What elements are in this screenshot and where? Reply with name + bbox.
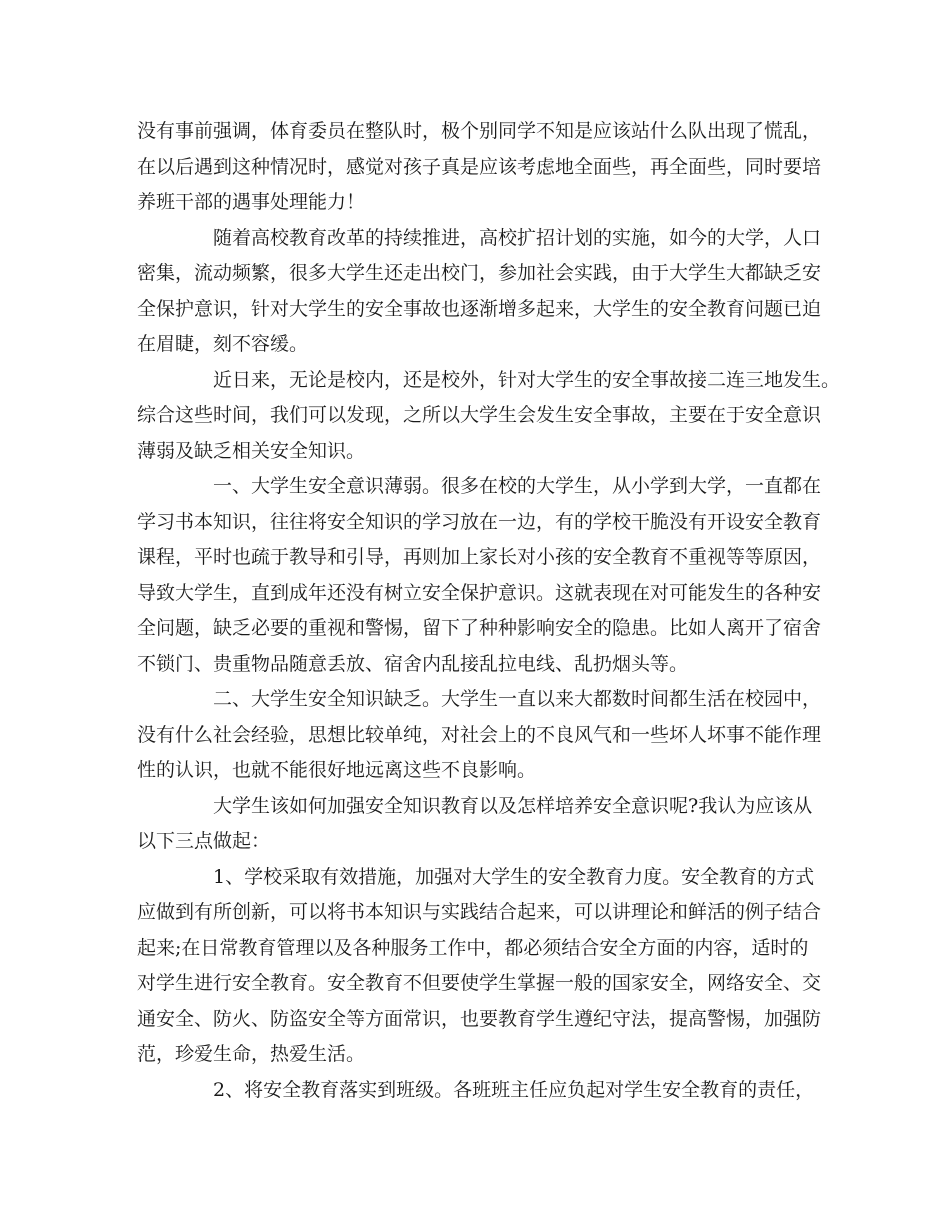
text-line: 通安全、防火、防盗安全等方面常识，也要教育学生遵纪守法，提高警惕，加强防 <box>137 1007 822 1030</box>
document-body <box>137 114 841 1108</box>
paragraph-first-line: 大学生该如何加强安全知识教育以及怎样培养安全意识呢?我认为应该从 <box>213 794 813 817</box>
paragraph-first-line: 2、将安全教育落实到班级。各班班主任应负起对学生安全教育的责任， <box>213 1078 815 1101</box>
text-line: 性的认识，也就不能很好地远离这些不良影响。 <box>137 759 537 781</box>
text-line: 课程，平时也疏于教导和引导，再则加上家长对小孩的安全教育不重视等等原因， <box>137 546 822 568</box>
text-line: 没有什么社会经验，思想比较单纯，对社会上的不良风气和一些坏人坏事不能作理 <box>137 723 822 746</box>
paragraph-first-line: 一、大学生安全意识薄弱。很多在校的大学生，从小学到大学，一直都在 <box>213 475 822 497</box>
text-line: 以下三点做起： <box>137 830 271 852</box>
text-line: 养班干部的遇事处理能力！ <box>137 191 366 213</box>
text-line: 导致大学生，直到成年还没有树立安全保护意识。这就表现在对可能发生的各种安 <box>137 581 822 604</box>
paragraph-first-line: 二、大学生安全知识缺乏。大学生一直以来大都数时间都生活在校园中， <box>213 688 822 710</box>
text-line: 范，珍爱生命，热爱生活。 <box>137 1043 366 1065</box>
text-line: 薄弱及缺乏相关安全知识。 <box>137 439 366 462</box>
text-line: 密集，流动频繁，很多大学生还走出校门，参加社会实践，由于大学生大都缺乏安 <box>137 262 822 284</box>
text-line: 全问题，缺乏必要的重视和警惕，留下了种种影响安全的隐患。比如人离开了宿舍 <box>137 617 822 639</box>
text-line: 没有事前强调，体育委员在整队时，极个别同学不知是应该站什么队出现了慌乱， <box>137 120 822 142</box>
text-line: 综合这些时间，我们可以发现，之所以大学生会发生安全事故，主要在于安全意识 <box>137 404 822 426</box>
text-line: 学习书本知识，往往将安全知识的学习放在一边，有的学校干脆没有开设安全教育 <box>137 510 822 533</box>
text-line: 全保护意识，针对大学生的安全事故也逐渐增多起来，大学生的安全教育问题已迫 <box>137 297 822 320</box>
text-line: 不锁门、贵重物品随意丢放、宿舍内乱接乱拉电线、乱扔烟头等。 <box>137 652 689 675</box>
text-line: 在眉睫，刻不容缓。 <box>137 333 309 355</box>
text-line: 起来;在日常教育管理以及各种服务工作中，都必须结合安全方面的内容，适时的 <box>137 936 809 959</box>
text-line: 在以后遇到这种情况时，感觉对孩子真是应该考虑地全面些，再全面些，同时要培 <box>137 155 822 178</box>
paragraph-first-line: 近日来，无论是校内，还是校外，针对大学生的安全事故接二连三地发生。 <box>213 368 841 391</box>
text-line: 对学生进行安全教育。安全教育不但要使学生掌握一般的国家安全，网络安全、交 <box>137 972 822 994</box>
text-line: 应做到有所创新，可以将书本知识与实践结合起来，可以讲理论和鲜活的例子结合 <box>137 901 822 923</box>
paragraph-first-line: 1、学校采取有效措施，加强对大学生的安全教育力度。安全教育的方式 <box>213 865 815 888</box>
paragraph-first-line: 随着高校教育改革的持续推进，高校扩招计划的实施，如今的大学，人口 <box>213 226 822 249</box>
